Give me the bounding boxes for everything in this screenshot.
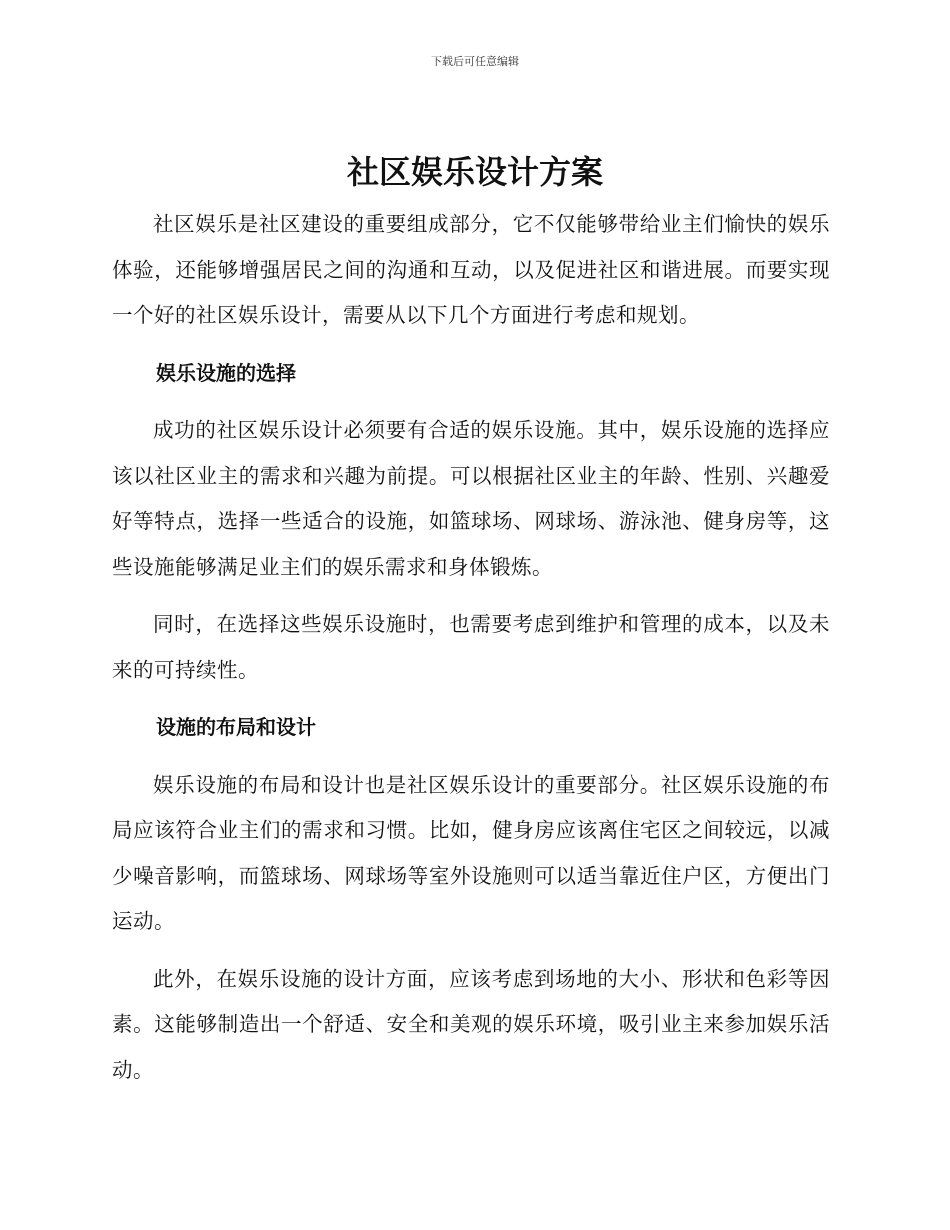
page-header-note: 下载后可任意编辑	[431, 55, 519, 68]
intro-paragraph: 社区娱乐是社区建设的重要组成部分，它不仅能够带给业主们愉快的娱乐体验，还能够增强居民之间的沟通和互动，以及促进社区和谐进展。而要实现一个好的社区娱乐设计，需要从以下几个方面进行考虑和规划。	[112, 212, 830, 327]
document-title: 社区娱乐设计方案	[346, 153, 603, 191]
section-1-paragraph-2: 同时，在选择这些娱乐设施时，也需要考虑到维护和管理的成本，以及未来的可持续性。	[112, 612, 830, 682]
section-heading-layout-design: 设施的布局和设计	[156, 715, 316, 739]
section-heading-facility-selection: 娱乐设施的选择	[156, 360, 296, 385]
section-2-paragraph-2: 此外，在娱乐设施的设计方面，应该考虑到场地的大小、形状和色彩等因素。这能够制造出一个舒适、安全和美观的娱乐环境，吸引业主来参加娱乐活动。	[112, 966, 830, 1082]
section-1-paragraph-1: 成功的社区娱乐设计必须要有合适的娱乐设施。其中，娱乐设施的选择应该以社区业主的需求和兴趣为前提。可以根据社区业主的年龄、性别、兴趣爱好等特点，选择一些适合的设施，如篮球场、网球场、游泳池、健身房等，这些设施能够满足业主们的娱乐需求和身体锻炼。	[112, 418, 830, 579]
section-2-paragraph-1: 娱乐设施的布局和设计也是社区娱乐设计的重要部分。社区娱乐设施的布局应该符合业主们的需求和习惯。比如，健身房应该离住宅区之间较远，以减少噪音影响，而篮球场、网球场等室外设施则可以适当靠近住户区，方便出门运动。	[112, 772, 830, 933]
document-body	[112, 202, 830, 1093]
